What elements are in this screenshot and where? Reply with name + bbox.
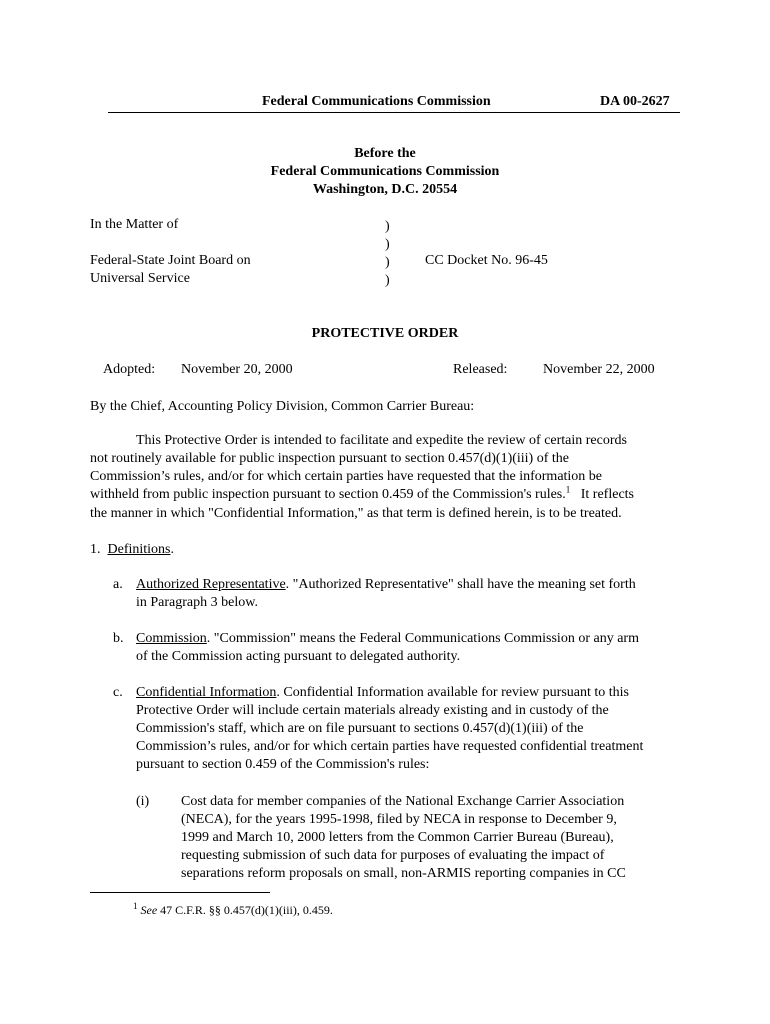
released-date: November 22, 2000 bbox=[543, 362, 655, 377]
header-docket-id: DA 00-2627 bbox=[600, 94, 670, 109]
intro-line-4b: It reflects bbox=[580, 487, 634, 502]
header-rule bbox=[108, 112, 680, 113]
paren-2: ) bbox=[385, 237, 390, 252]
item-c-letter: c. bbox=[113, 685, 123, 700]
intro-line-3: Commission’s rules, and/or for which certain parties have requested that the information be bbox=[90, 469, 603, 484]
footnote-ref: 1 bbox=[565, 484, 571, 495]
cc-docket: CC Docket No. 96-45 bbox=[425, 253, 548, 268]
party-line-2: Universal Service bbox=[90, 271, 190, 286]
intro-line-1: This Protective Order is intended to facilitate and expedite the review of certain records bbox=[136, 433, 627, 448]
item-c-line-5: pursuant to section 0.459 of the Commission's rules: bbox=[136, 757, 430, 772]
intro-line-4a: withheld from public inspection pursuant to section 0.459 of the Commission's rules. bbox=[90, 487, 566, 502]
footnote-text: 47 C.F.R. §§ 0.457(d)(1)(iii), 0.459. bbox=[157, 903, 333, 917]
released-label: Released: bbox=[453, 362, 508, 377]
paren-4: ) bbox=[385, 273, 390, 288]
paren-1: ) bbox=[385, 219, 390, 234]
item-a-line-2: in Paragraph 3 below. bbox=[136, 595, 258, 610]
intro-line-4 bbox=[90, 486, 634, 504]
item-c-line-4: Commission’s rules, and/or for which certain parties have requested confidential treatment bbox=[136, 739, 644, 754]
caption-line-1: Before the bbox=[354, 146, 416, 161]
item-a-line-1: Authorized Representative. "Authorized Representative" shall have the meaning set forth bbox=[136, 577, 636, 592]
caption-line-3: Washington, D.C. 20554 bbox=[312, 182, 458, 197]
item-a-term: Authorized Representative bbox=[136, 577, 286, 592]
footnote-number: 1 bbox=[133, 901, 138, 911]
subitem-i-line-2: (NECA), for the years 1995-1998, filed by NECA in response to December 9, bbox=[181, 812, 617, 827]
adopted-label: Adopted: bbox=[103, 362, 156, 377]
section-1-title: Definitions bbox=[107, 542, 171, 557]
footnote-see: See bbox=[140, 903, 158, 917]
adopted-date: November 20, 2000 bbox=[181, 362, 293, 377]
footnote bbox=[133, 901, 333, 919]
footnote-rule bbox=[90, 892, 270, 893]
subitem-i-line-5: separations reform proposals on small, non-ARMIS reporting companies in CC bbox=[181, 866, 626, 881]
subitem-i-numeral: (i) bbox=[136, 794, 150, 809]
subitem-i-line-1: Cost data for member companies of the National Exchange Carrier Association bbox=[181, 794, 625, 809]
section-1-number: 1. bbox=[90, 542, 101, 557]
subitem-i-line-4: requesting submission of such data for purposes of evaluating the impact of bbox=[181, 848, 605, 863]
item-c-line-2: Protective Order will include certain materials already existing and in custody of the bbox=[136, 703, 609, 718]
in-the-matter: In the Matter of bbox=[90, 217, 179, 232]
header-agency: Federal Communications Commission bbox=[262, 94, 491, 109]
document-title: PROTECTIVE ORDER bbox=[311, 326, 459, 341]
item-b-line-1: Commission. "Commission" means the Federal Communications Commission or any arm bbox=[136, 631, 639, 646]
item-c-term: Confidential Information bbox=[136, 685, 277, 700]
section-1-heading: 1. Definitions. bbox=[90, 542, 174, 557]
intro-line-5: the manner in which "Confidential Information," as that term is defined herein, is to be treated. bbox=[90, 506, 622, 521]
item-a-letter: a. bbox=[113, 577, 123, 592]
paren-3: ) bbox=[385, 255, 390, 270]
item-c-line-3: Commission's staff, which are on file pursuant to sections 0.457(d)(1)(iii) of the bbox=[136, 721, 584, 736]
item-b-letter: b. bbox=[113, 631, 124, 646]
item-c-line-1: Confidential Information. Confidential Information available for review pursuant to this bbox=[136, 685, 629, 700]
subitem-i-line-3: 1999 and March 10, 2000 letters from the Common Carrier Bureau (Bureau), bbox=[181, 830, 614, 845]
item-b-term: Commission bbox=[136, 631, 207, 646]
intro-line-2: not routinely available for public inspection pursuant to section 0.457(d)(1)(iii) of the bbox=[90, 451, 569, 466]
by-line: By the Chief, Accounting Policy Division, Common Carrier Bureau: bbox=[90, 399, 475, 414]
caption-line-2: Federal Communications Commission bbox=[270, 164, 500, 179]
item-b-line-2: of the Commission acting pursuant to delegated authority. bbox=[136, 649, 461, 664]
party-line-1: Federal-State Joint Board on bbox=[90, 253, 251, 268]
